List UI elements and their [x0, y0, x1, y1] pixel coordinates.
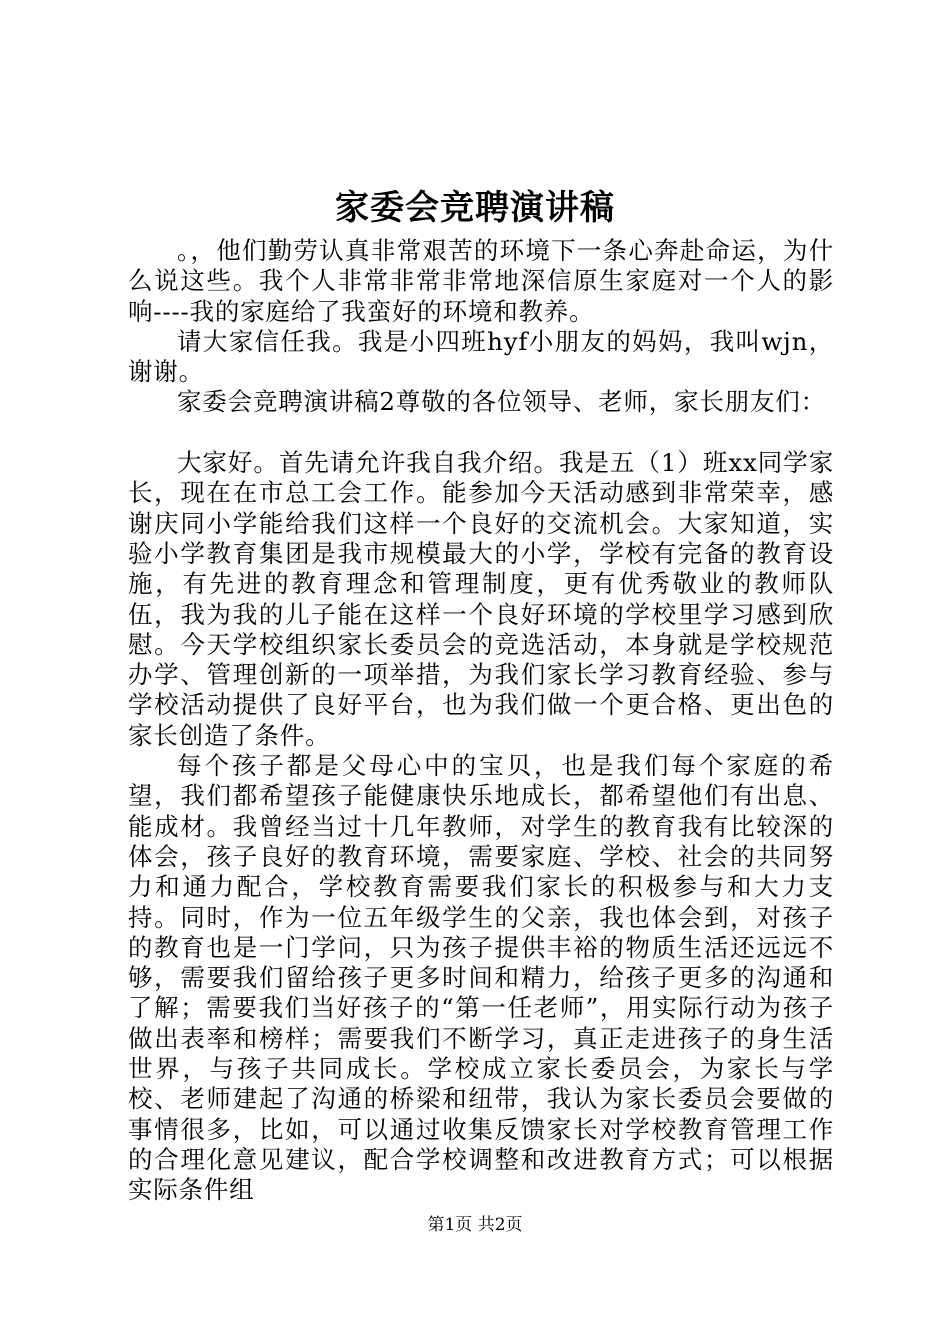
paragraph: 每个孩子都是父母心中的宝贝，也是我们每个家庭的希望，我们都希望孩子能健康快乐地成长，都希望他们有出息、能成材。我曾经当过十几年教师，对学生的教育我有比较深的体会，孩子良好的教育环境，需要家庭、学校、社会的共同努力和通力配合，学校教育需要我们家长的积极参与和大力支持。同时，作为一位五年级学生的父亲，我也体会到，对孩子的教育也是一门学问，只为孩子提供丰裕的物质生活还远远不够，需要我们留给孩子更多时间和精力，给孩子更多的沟通和了解；需要我们当好孩子的“第一任老师”，用实际行动为孩子做出表率和榜样；需要我们不断学习，真正走进孩子的身生活世界，与孩子共同成长。学校成立家长委员会，为家长与学校、老师建起了沟通的桥梁和纽带，我认为家长委员会要做的事情很多，比如，可以通过收集反馈家长对学校教育管理工作的合理化意见建议，配合学校调整和改进教育方式；可以根据实际条件组: [128, 751, 834, 1205]
blank-line: [128, 418, 834, 448]
paragraph: 大家好。首先请允许我自我介绍。我是五（1）班xx同学家长，现在在市总工会工作。能参加今天活动感到非常荣幸，感谢庆同小学能给我们这样一个良好的交流机会。大家知道，实验小学教育集团是我市规模最大的小学，学校有完备的教育设施，有先进的教育理念和管理制度，更有优秀敬业的教师队伍，我为我的儿子能在这样一个良好环境的学校里学习感到欣慰。今天学校组织家长委员会的竞选活动，本身就是学校规范办学、管理创新的一项举措，为我们家长学习教育经验、参与学校活动提供了良好平台，也为我们做一个更合格、更出色的家长创造了条件。: [128, 448, 834, 750]
paragraph: 请大家信任我。我是小四班hyf小朋友的妈妈，我叫wjn，谢谢。: [128, 326, 834, 387]
page-footer: 第1页 共2页: [427, 1215, 523, 1235]
paragraph: 家委会竞聘演讲稿2尊敬的各位领导、老师，家长朋友们：: [177, 387, 826, 417]
document-title: 家委会竞聘演讲稿: [335, 188, 615, 228]
paragraph: 。，他们勤劳认真非常艰苦的环境下一条心奔赴命运，为什么说这些。我个人非常非常非常地深信原生家庭对一个人的影响----我的家庭给了我蛮好的环境和教养。: [128, 236, 834, 326]
document-body: [128, 236, 834, 1206]
